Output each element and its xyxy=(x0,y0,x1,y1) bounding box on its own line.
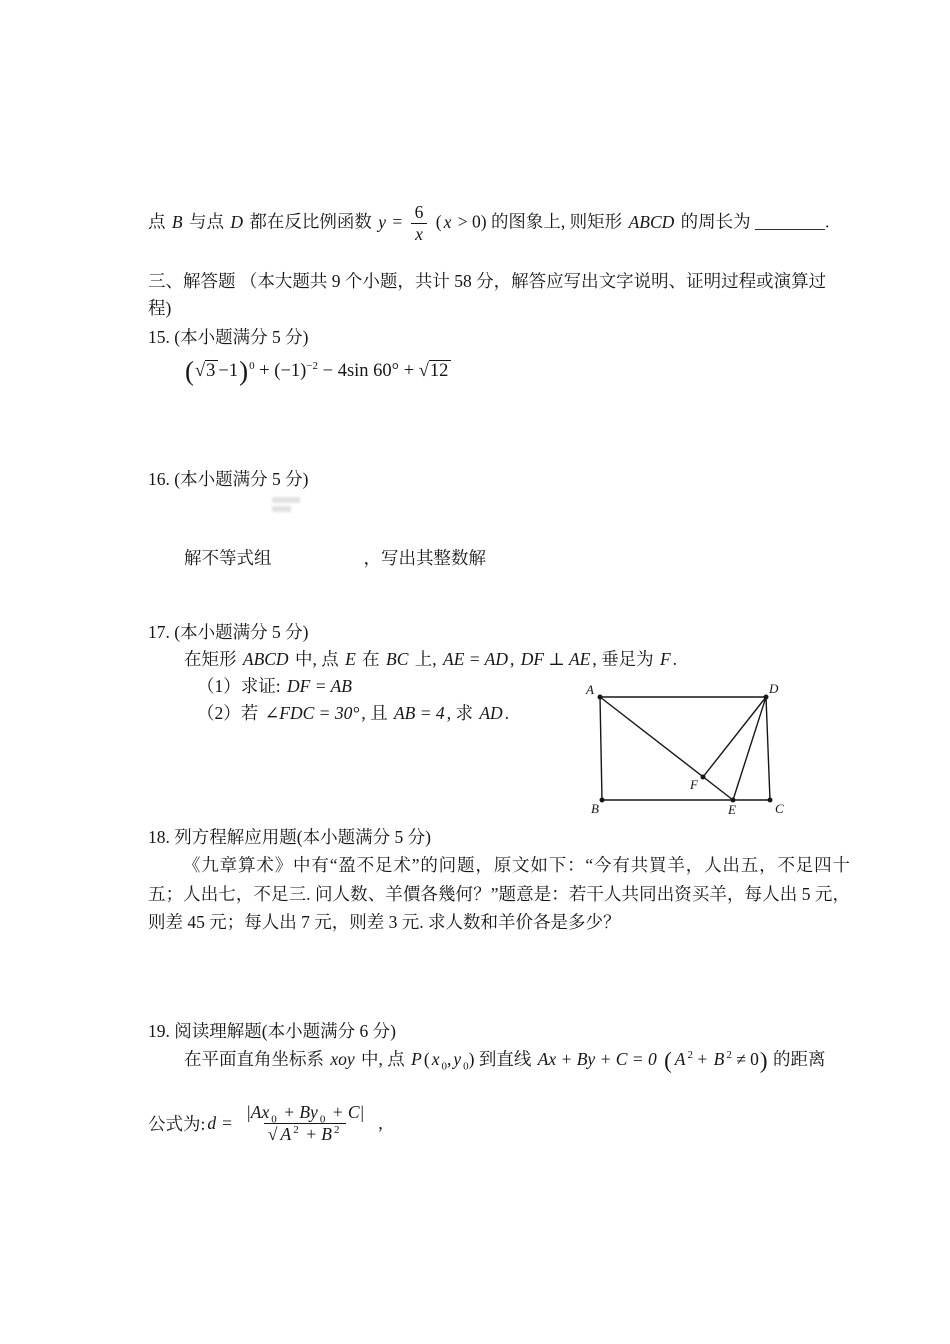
cn-text: . xyxy=(504,703,510,723)
math-expr: AD xyxy=(479,703,503,723)
math-expr: Ax + By + C = 0 xyxy=(537,1049,657,1069)
segment-DF xyxy=(703,697,766,777)
label-C: C xyxy=(775,801,784,815)
artifact-bar xyxy=(272,497,300,503)
cn-text: 解不等式组 xyxy=(184,548,272,568)
point-F xyxy=(701,775,706,780)
problem18-label: 18. 列方程解应用题(本小题满分 5 分) xyxy=(148,827,431,847)
math-expr: AE = AD xyxy=(443,649,508,669)
label-A: A xyxy=(586,682,594,697)
big-paren-left: ( xyxy=(185,356,194,386)
radical-sign: √ xyxy=(195,361,206,381)
subscript: 0 xyxy=(463,1060,469,1073)
math-var: xoy xyxy=(330,1049,355,1069)
math-text: 4sin 60° xyxy=(337,361,400,381)
problem19-formula-line xyxy=(148,1094,383,1152)
cn-text: 在平面直角坐标系 xyxy=(184,1049,324,1069)
problem15-formula xyxy=(184,356,451,387)
cn-text: 点 xyxy=(148,211,166,232)
fraction-denominator: x xyxy=(411,223,427,245)
math-text: ≠ 0 xyxy=(736,1049,759,1069)
math-op: = xyxy=(222,1112,232,1133)
cn-text: . xyxy=(672,649,678,669)
segment-AE xyxy=(600,697,733,800)
math-expr: AB = 4 xyxy=(393,703,445,723)
point-C xyxy=(768,798,773,803)
label-F: F xyxy=(690,777,698,792)
rectangle-ABCD xyxy=(600,697,770,800)
cn-text: 的距离 xyxy=(772,1049,826,1069)
fraction-6-over-x xyxy=(411,202,428,245)
math-expr: + C| xyxy=(331,1101,365,1122)
math-var: d xyxy=(207,1112,217,1133)
cn-text: 上, xyxy=(414,649,437,669)
math-text: (−1) xyxy=(274,361,307,381)
cn-text: , 且 xyxy=(361,703,388,723)
math-var: y xyxy=(453,1049,462,1069)
math-op: + xyxy=(697,1049,708,1069)
cn-text: 在 xyxy=(362,649,380,669)
math-text: > 0) xyxy=(457,211,487,232)
cn-text: , xyxy=(509,649,515,669)
problem16-label: 16. (本小题满分 5 分) xyxy=(148,469,309,489)
big-paren-left: ( xyxy=(664,1048,672,1073)
fraction-numerator: 6 xyxy=(414,202,424,222)
math-var: B xyxy=(171,211,183,232)
point-A xyxy=(598,695,603,700)
fraction-numerator xyxy=(240,1102,370,1123)
cn-text: 与点 xyxy=(188,211,224,232)
faint-print-artifact xyxy=(272,497,300,512)
exponent: 2 xyxy=(687,1049,693,1062)
cn-text: （1）求证: xyxy=(197,676,281,696)
fraction-denominator xyxy=(264,1123,347,1145)
cn-text: ，写出其整数解 xyxy=(363,548,486,568)
exponent: 2 xyxy=(726,1049,732,1062)
problem19-statement xyxy=(184,1046,825,1074)
cn-text: , 垂足为 xyxy=(592,649,654,669)
exponent: 2 xyxy=(333,1123,340,1136)
math-expr: DF = AB xyxy=(287,676,352,696)
point-B xyxy=(600,798,605,803)
exponent: 0 xyxy=(249,359,255,372)
sqrt-12 xyxy=(419,360,452,381)
label-E: E xyxy=(728,802,736,815)
label-D: D xyxy=(769,682,779,696)
problem17-statement xyxy=(184,646,677,671)
math-var: ABCD xyxy=(242,649,289,669)
distance-formula-fraction xyxy=(240,1102,370,1145)
problem17-part1 xyxy=(197,673,354,698)
cn-text: 在矩形 xyxy=(184,649,237,669)
cn-text: 公式为: xyxy=(148,1113,206,1134)
exponent: 2 xyxy=(293,1123,299,1136)
answer-blank: ________. xyxy=(755,211,830,232)
math-expr: DF ⊥ AE xyxy=(520,649,591,669)
problem17-figure xyxy=(578,682,795,815)
radicand xyxy=(278,1123,343,1144)
math-paren: ( xyxy=(435,211,442,232)
cn-text: 中, 点 xyxy=(361,1049,405,1069)
subscript: 0 xyxy=(271,1113,277,1125)
math-op: + xyxy=(259,361,270,381)
point-D xyxy=(764,695,769,700)
cn-text: 中, 点 xyxy=(294,649,339,669)
intro-line xyxy=(148,202,829,245)
label-B: B xyxy=(591,801,599,815)
cn-text: , 求 xyxy=(446,703,473,723)
artifact-bar xyxy=(272,506,291,512)
radicand: 12 xyxy=(429,360,452,381)
cn-text: 到直线 xyxy=(478,1049,532,1069)
radical-sign: √ xyxy=(418,361,429,381)
cn-text: 的图象上, 则矩形 xyxy=(490,211,623,232)
big-paren-right: ) xyxy=(759,1048,768,1073)
math-var: P xyxy=(411,1049,422,1069)
problem15-label: 15. (本小题满分 5 分) xyxy=(148,327,309,347)
math-paren: ) xyxy=(468,1049,475,1069)
math-var: A xyxy=(674,1049,686,1069)
math-op: − xyxy=(322,361,334,381)
math-var: + B xyxy=(305,1123,332,1144)
subscript: 0 xyxy=(319,1113,326,1125)
math-text: , xyxy=(446,1049,452,1069)
cn-text: （2）若 xyxy=(197,703,259,723)
problem16-text xyxy=(184,545,486,570)
math-op: + xyxy=(403,361,415,381)
math-var: BC xyxy=(386,649,409,669)
math-var: y xyxy=(378,211,386,232)
problem17-part2 xyxy=(197,700,509,725)
cn-text: 都在反比例函数 xyxy=(249,211,372,232)
math-expr: ∠FDC = 30° xyxy=(264,703,360,723)
radical-sign: √ xyxy=(267,1123,278,1144)
math-var: B xyxy=(713,1049,725,1069)
math-expr: + By xyxy=(283,1101,318,1122)
math-var: E xyxy=(345,649,356,669)
math-var: F xyxy=(659,649,671,669)
math-op: = xyxy=(392,211,403,232)
math-paren: ( xyxy=(423,1049,430,1069)
problem17-label: 17. (本小题满分 5 分) xyxy=(148,622,309,642)
cn-text: 的周长为 xyxy=(680,211,751,232)
math-var: D xyxy=(230,211,243,232)
subscript: 0 xyxy=(441,1060,447,1073)
math-text: −1 xyxy=(218,361,239,381)
sqrt-3 xyxy=(195,360,218,381)
radicand: 3 xyxy=(205,360,218,381)
problem18-body: 《九章算术》中有“盈不足术”的问题，原文如下：“今有共買羊，人出五，不足四十五；人出七，不足三. 问人数、羊價各幾何？”题意是：若干人共同出资买羊，每人出 5 元，则差 45 元；每人出 7 元，则差 3 元. 求人数和羊价各是多少？ xyxy=(148,855,850,932)
math-var: ABCD xyxy=(628,211,675,232)
math-expr: |Ax xyxy=(246,1101,270,1122)
big-paren-right: ) xyxy=(239,356,249,386)
section3-header: 三、解答题 （本大题共 9 个小题，共计 58 分，解答应写出文字说明、证明过程或演算过程) xyxy=(148,271,827,318)
segment-DE xyxy=(733,697,766,800)
exponent: −2 xyxy=(306,359,319,372)
math-text: , xyxy=(378,1112,383,1133)
problem19-label: 19. 阅读理解题(本小题满分 6 分) xyxy=(148,1021,396,1041)
math-var: x xyxy=(443,211,452,232)
math-var: A xyxy=(280,1123,292,1144)
math-var: x xyxy=(431,1049,440,1069)
